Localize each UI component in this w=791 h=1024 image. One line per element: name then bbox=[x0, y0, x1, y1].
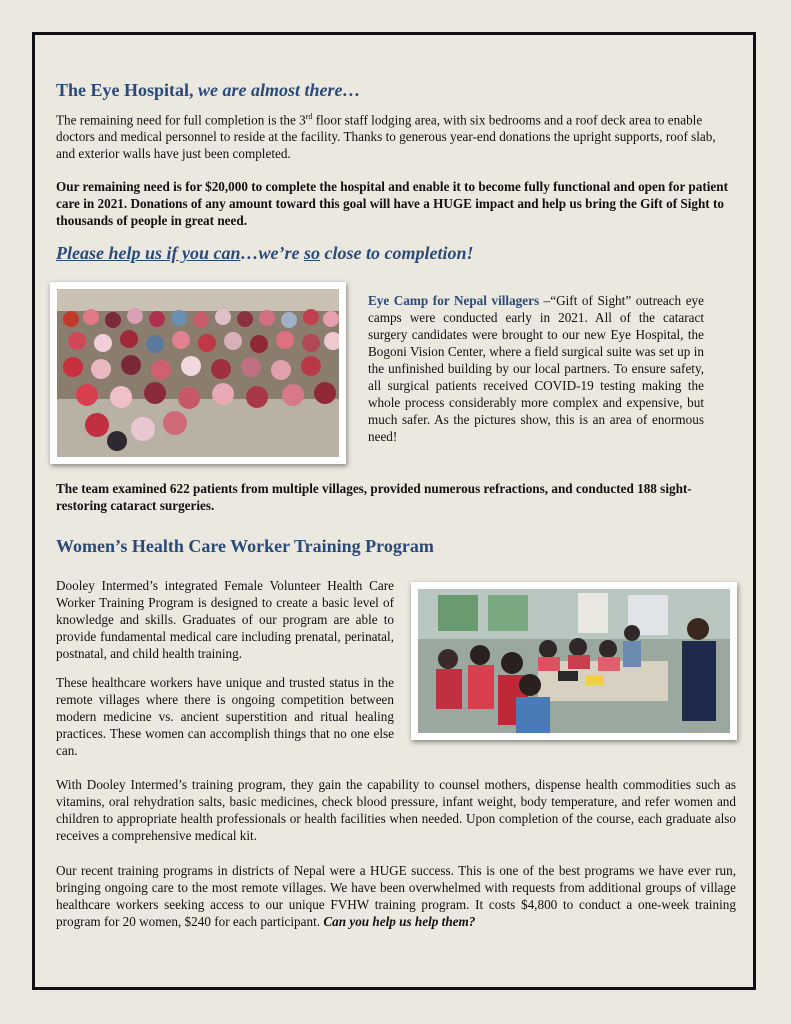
plea-part4: close to completion! bbox=[320, 243, 474, 263]
womens-program-para3: With Dooley Intermed’s training program, they gain the capability to counsel mothers, dispense health commodities such as vitamins, oral rehydration salts, basic medicines, check blood pressure, infant weight, body temperature, and refer women and children to appropriate health professionals or health facilities when needed. Upon completion of the course, each graduate also receives a comprehensive medical kit. bbox=[56, 777, 736, 843]
womens-program-para2: These healthcare workers have unique and trusted status in the remote villages where there is ongoing competition between modern medicine vs. ancient superstition and ritual healing practices. These women can accomplish things that no one else can. bbox=[56, 675, 394, 758]
eye-camp-text bbox=[368, 292, 704, 445]
eye-camp-heading: Eye Camp for Nepal villagers bbox=[368, 293, 540, 308]
eye-hospital-para2: Our remaining need is for $20,000 to complete the hospital and enable it to become fully functional and open for patient care in 2021. Donations of any amount toward this goal will have a HUGE impact and help us bring the Gift of Sight to thousands of people in great need. bbox=[56, 179, 728, 228]
eye-hospital-heading bbox=[56, 80, 361, 101]
plea-part1: Please help us if you can bbox=[56, 243, 241, 263]
eye-camp-photo-image bbox=[57, 289, 339, 457]
eye-hospital-para1 bbox=[56, 108, 736, 162]
eye-camp-body: –“Gift of Sight” outreach eye camps were conducted early in 2021. All of the cataract surgery candidates were brought to our new Eye Hospital, the Bogoni Vision Center, where a field surgical suite was set up in the unfinished building by our local partners. To ensure safety, all surgical patients received COVID-19 testing making the whole process considerably more complex and expensive, but much safer. As the pictures show, this is an area of enormous need! bbox=[368, 293, 704, 444]
plea-part3: so bbox=[303, 243, 320, 263]
para1-text-b: floor staff lodging area, with six bedrooms and a roof deck area to enable doctors and medical personnel to reside at the facility. Thanks to generous year-end donations the upright supports, roof slab, and exterior walls have just been completed. bbox=[56, 112, 716, 162]
para1-text-a: The remaining need for full completion is the 3 bbox=[56, 112, 306, 128]
para4-cta: Can you help us help them? bbox=[323, 914, 476, 929]
womens-program-para1: Dooley Intermed’s integrated Female Volunteer Health Care Worker Training Program is designed to create a basic level of knowledge and skills. Graduates of our program are able to provide fundamental medical care including prenatal, perinatal, postnatal, and child health training. bbox=[56, 578, 394, 661]
eye-camp-photo bbox=[50, 282, 346, 464]
training-photo-image bbox=[418, 589, 730, 733]
womens-program-heading: Women’s Health Care Worker Training Program bbox=[56, 536, 434, 556]
para4-body: Our recent training programs in districts of Nepal were a HUGE success. This is one of the best programs we have ever run, bringing ongoing care to the most remote villages. We have been overwhelmed with requests from additional groups of village healthcare workers seeking access to our unique FVHW training program. It costs $4,800 to conduct a one-week training program for 20 women, $240 for each participant. bbox=[56, 863, 736, 929]
eye-hospital-title: The Eye Hospital, bbox=[56, 80, 199, 100]
plea-heading bbox=[56, 243, 473, 264]
womens-program-para4 bbox=[56, 862, 736, 930]
eye-hospital-title-italic: we are almost there… bbox=[198, 80, 361, 100]
para1-superscript: rd bbox=[305, 112, 313, 121]
training-photo bbox=[411, 582, 737, 740]
plea-part2: …we’re bbox=[240, 243, 304, 263]
eye-camp-results: The team examined 622 patients from multiple villages, provided numerous refractions, and conducted 188 sight-restoring cataract surgeries. bbox=[56, 481, 692, 513]
